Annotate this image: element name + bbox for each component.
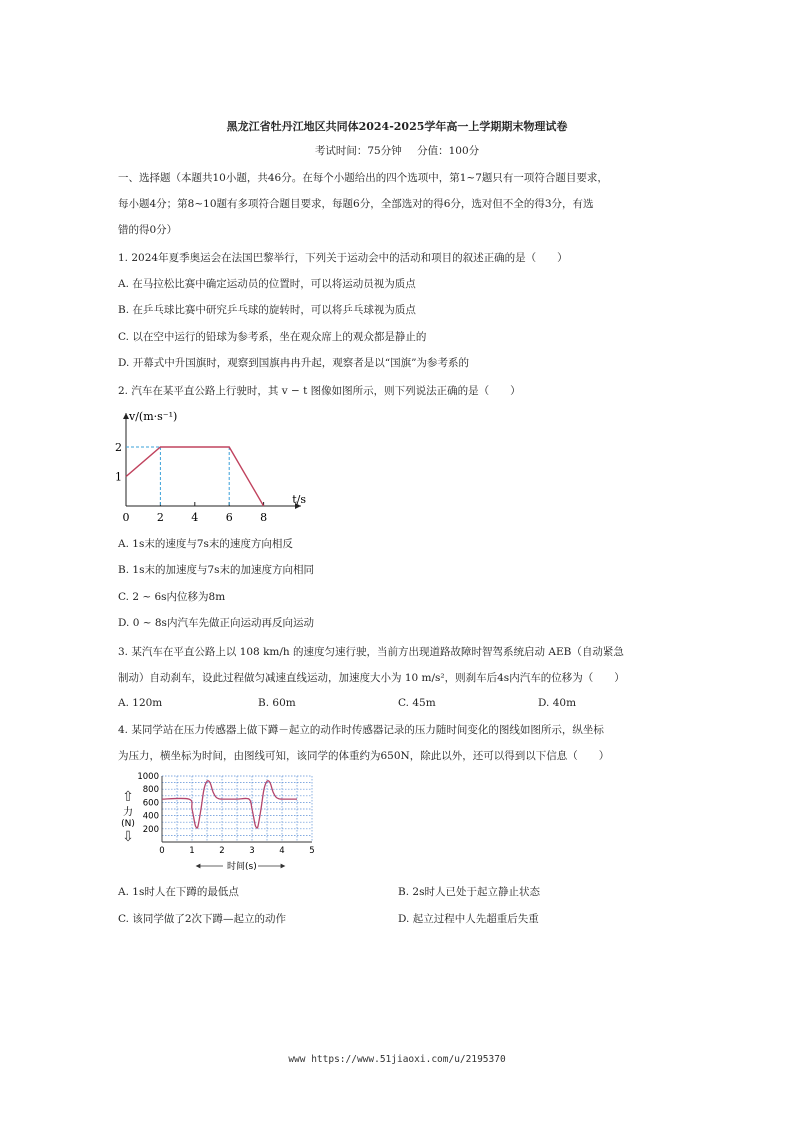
force-x-tick-label: 3	[249, 846, 255, 856]
force-series-line	[162, 781, 297, 828]
vt-x-tick-label: 6	[225, 511, 233, 524]
vt-x-label: t/s	[292, 493, 306, 506]
exam-time: 考试时间：75分钟	[314, 145, 402, 157]
force-x-tick-label: 4	[279, 846, 285, 856]
q2-stem: 2. 汽车在某平直公路上行驶时，其 v − t 图像如图所示，则下列说法正确的是（ ）	[118, 385, 521, 397]
force-y-label-unit: (N)	[121, 819, 135, 829]
force-y-tick-label: 200	[142, 824, 159, 835]
q2-option-a: A. 1s末的速度与7s末的速度方向相反	[118, 538, 293, 550]
exam-info	[0, 143, 794, 158]
force-y-tick-label: 800	[142, 785, 159, 796]
force-x-tick-label: 1	[189, 846, 195, 856]
q1-option-d: D. 开幕式中升国旗时，观察到国旗冉冉升起，观察者是以“国旗”为参考系的	[118, 357, 469, 369]
exam-title: 黑龙江省牡丹江地区共同体2024-2025学年高一上学期期末物理试卷	[226, 120, 568, 133]
force-y-tick-label: 1000	[137, 772, 159, 782]
force-x-tick-label: 2	[219, 846, 225, 856]
force-x-tick-label: 5	[309, 846, 315, 856]
q1-stem: 1. 2024年夏季奥运会在法国巴黎举行，下列关于运动会中的活动和项目的叙述正确的是（ ）	[118, 252, 568, 264]
q2-option-d: D. 0 ~ 8s内汽车先做正向运动再反向运动	[118, 617, 314, 629]
force-x-tick-label: 0	[159, 846, 165, 856]
q4-line-1: 4. 某同学站在压力传感器上做下蹲－起立的动作时传感器记录的压力随时间变化的图线如图所示，纵坐标	[118, 724, 604, 736]
q2-option-c: C. 2 ~ 6s内位移为8m	[118, 591, 226, 603]
q2-option-b: B. 1s末的加速度与7s末的加速度方向相同	[118, 564, 315, 576]
section-instructions-line-1: 一、选择题（本题共10小题，共46分。在每个小题给出的四个选项中，第1~7题只有一项符合题目要求，	[118, 172, 608, 184]
section-instructions-line-3: 错的得0分）	[118, 224, 178, 236]
q1-option-c: C. 以在空中运行的铅球为参考系，坐在观众席上的观众都是静止的	[118, 331, 427, 343]
vt-y-tick-label: 2	[115, 441, 122, 454]
q3-option-c: C. 45m	[398, 697, 436, 709]
q3-option-a: A. 120m	[118, 697, 163, 709]
vt-x-tick-label: 8	[260, 511, 268, 524]
force-down-arrow: ⇩	[122, 829, 134, 845]
force-time-graph	[113, 768, 328, 876]
vt-x-tick-label: 4	[191, 511, 199, 524]
q4-option-b: B. 2s时人已处于起立静止状态	[398, 886, 540, 898]
exam-score: 分值：100分	[417, 145, 480, 157]
vt-y-tick-label: 1	[115, 470, 122, 484]
force-y-tick-label: 600	[142, 798, 159, 809]
q4-line-2: 为压力，横坐标为时间，由图线可知，该同学的体重约为650N，除此以外，还可以得到以下信息（ ）	[118, 750, 610, 762]
section-instructions-line-2: 每小题4分；第8~10题有多项符合题目要求，每题6分，全部选对的得6分，选对但不全的得3分，有选	[118, 198, 594, 210]
vt-x-tick-label: 2	[156, 511, 164, 524]
force-up-arrow: ⇧	[122, 789, 134, 805]
vt-x-tick-label: 0	[122, 511, 130, 524]
vt-graph	[113, 405, 313, 530]
q3-line-1: 3. 某汽车在平直公路上以 108 km/h 的速度匀速行驶，当前方出现道路故障时智驾系统启动 AEB（自动紧急	[118, 646, 624, 658]
q1-option-b: B. 在乒乓球比赛中研究乒乓球的旋转时，可以将乒乓球视为质点	[118, 304, 416, 316]
force-y-label-char: 力	[123, 807, 133, 818]
q4-option-d: D. 起立过程中人先超重后失重	[398, 913, 539, 925]
footer-url[interactable]: www https://www.51jiaoxi.com/u/2195370	[288, 1054, 506, 1065]
force-x-label: 时间(s)	[227, 862, 257, 872]
q3-option-d: D. 40m	[538, 697, 577, 709]
q1-option-a: A. 在马拉松比赛中确定运动员的位置时，可以将运动员视为质点	[118, 278, 416, 290]
vt-y-label: v/(m·s⁻¹)	[129, 410, 178, 423]
q4-option-a: A. 1s时人在下蹲的最低点	[118, 886, 239, 898]
vt-series-line	[126, 447, 264, 506]
q4-option-c: C. 该同学做了2次下蹲—起立的动作	[118, 913, 287, 925]
q3-option-b: B. 60m	[258, 697, 296, 709]
force-y-tick-label: 400	[142, 811, 159, 822]
q3-line-2: 制动）自动刹车，设此过程做匀减速直线运动，加速度大小为 10 m/s²，则刹车后4s内汽车的位移为（ ）	[118, 672, 625, 684]
